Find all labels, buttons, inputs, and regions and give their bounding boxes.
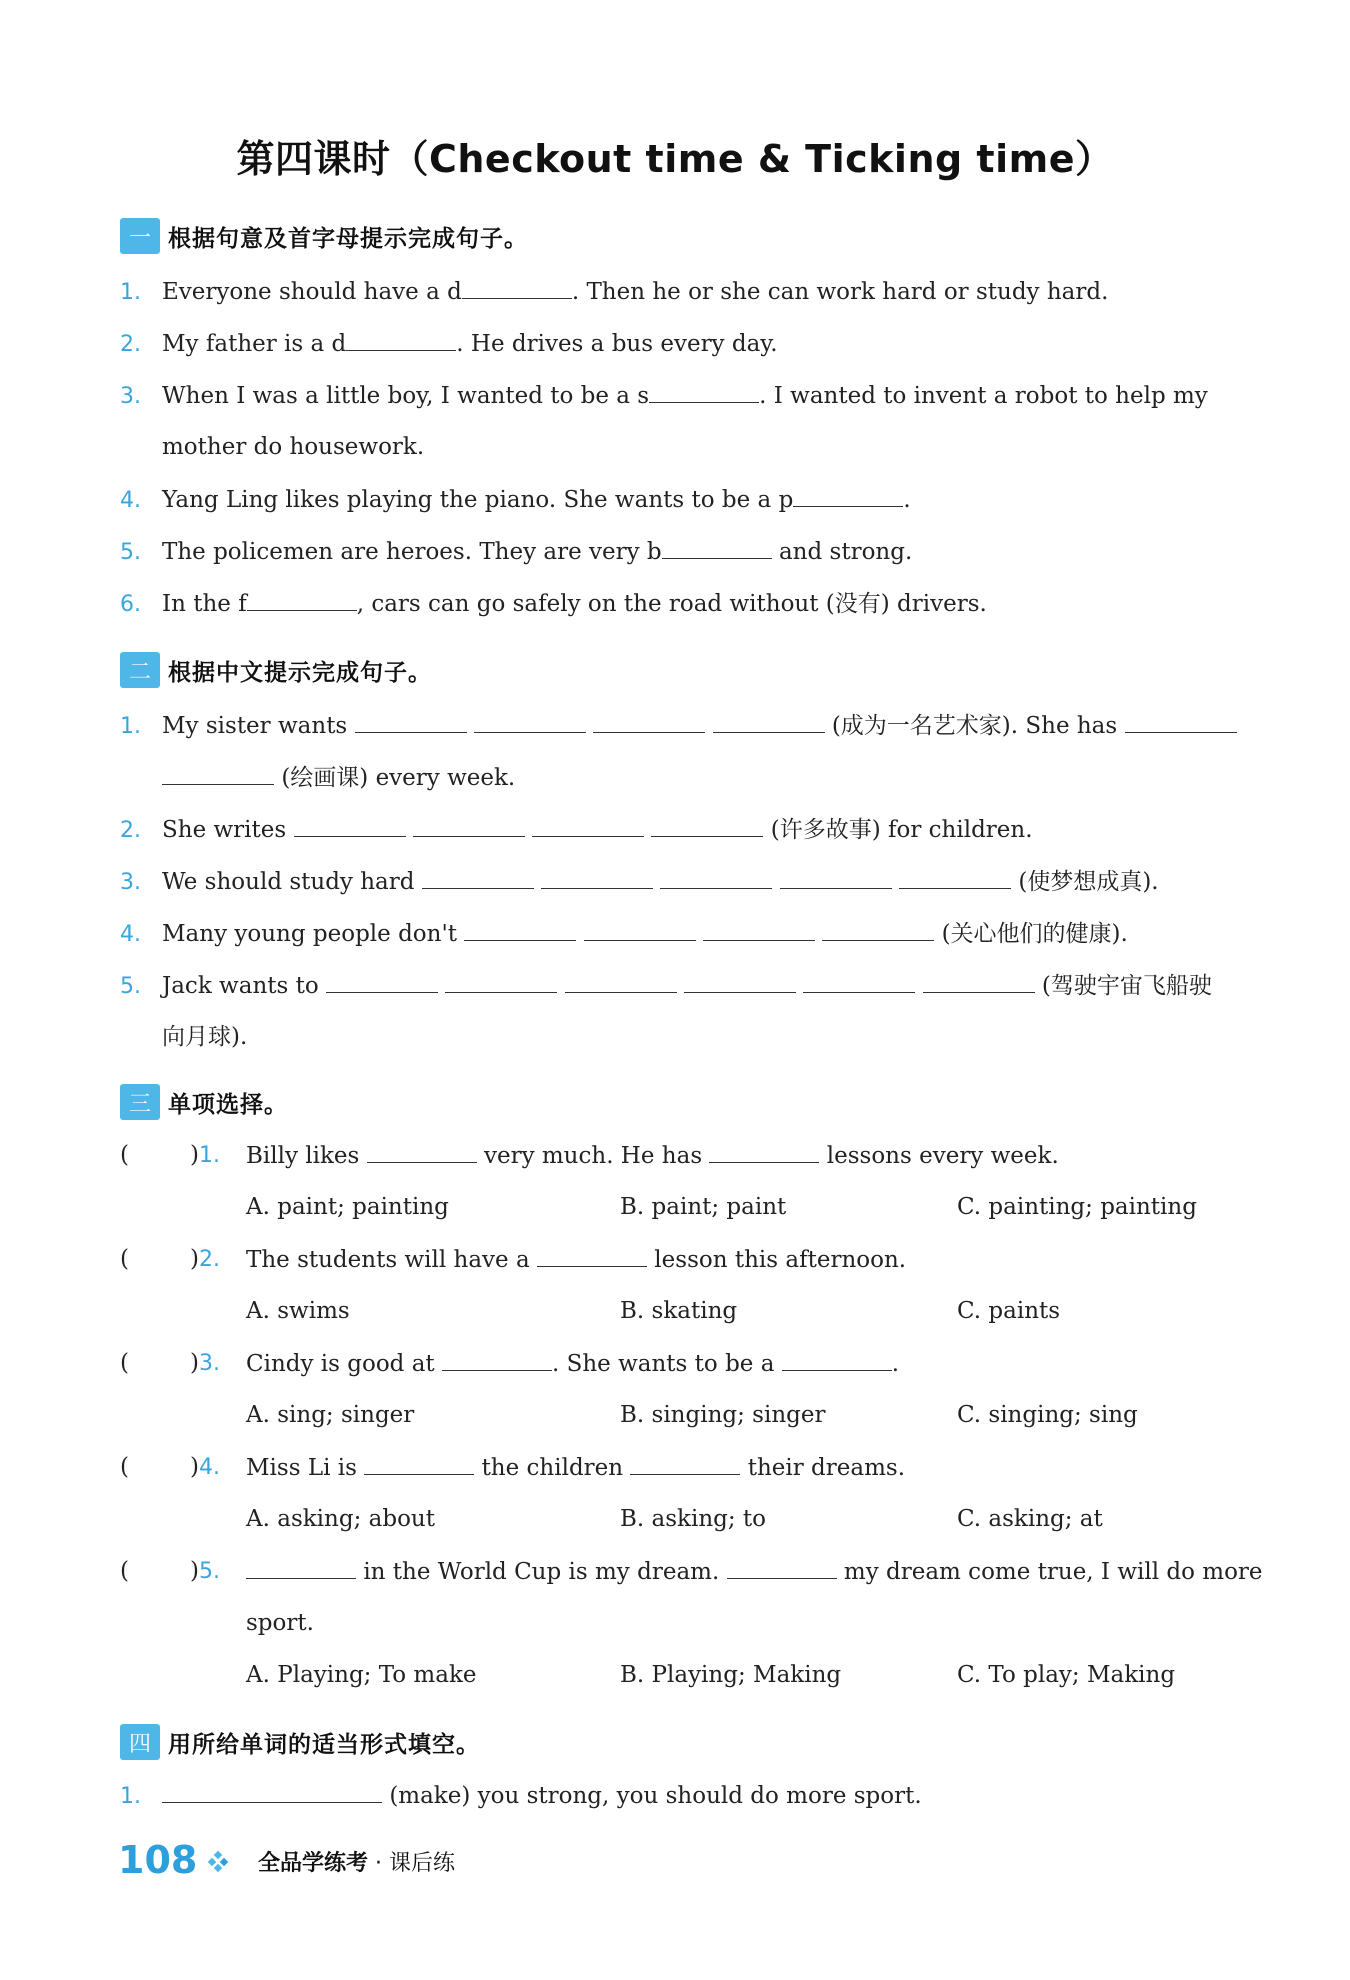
answer-blank[interactable] (565, 970, 677, 993)
answer-paren-open[interactable]: ( (120, 1350, 129, 1376)
question-text: (make) you strong, you should do more sport. (389, 1783, 922, 1809)
answer-blank[interactable] (294, 814, 406, 837)
question-text: Everyone should have a d (162, 279, 462, 305)
question-text: My father is a d (162, 331, 347, 357)
question-number: 3. (120, 870, 141, 895)
answer-blank[interactable] (464, 918, 576, 941)
question-text: and strong. (778, 539, 913, 565)
answer-blank[interactable] (630, 1452, 740, 1475)
question-number: 1. (120, 1784, 141, 1809)
answer-blank[interactable] (326, 970, 438, 993)
answer-blank[interactable] (537, 1244, 647, 1267)
question-text: . (903, 487, 911, 513)
answer-paren-close: ) (190, 1350, 199, 1376)
question-text: their dreams. (747, 1455, 906, 1481)
mc-question-2 (246, 1244, 906, 1275)
question-text: . Then he or she can work hard or study hard. (571, 279, 1109, 305)
s1-question-2 (120, 328, 1260, 360)
option-b[interactable]: B. Playing; Making (620, 1662, 842, 1688)
question-number: 3. (120, 384, 141, 409)
s2-question-5-cont: 向月球). (162, 1024, 248, 1050)
answer-blank[interactable] (364, 1452, 474, 1475)
section-title: 用所给单词的适当形式填空。 (168, 1731, 480, 1758)
brand-name: 全品学练考 (258, 1851, 369, 1876)
section-3-header (120, 1082, 288, 1122)
option-a[interactable]: A. swims (246, 1298, 350, 1324)
question-number: 2. (120, 332, 141, 357)
question-number: 1. (120, 280, 141, 305)
brand-subtitle: 课后练 (389, 1851, 456, 1876)
answer-blank[interactable] (662, 536, 772, 559)
question-text: She writes (162, 817, 287, 843)
page-number: 108 (118, 1838, 198, 1882)
diamond-icon (208, 1851, 230, 1873)
answer-blank[interactable] (923, 970, 1035, 993)
mc-question-3 (246, 1348, 899, 1379)
mc-question-4 (246, 1452, 905, 1483)
question-number: 2. (198, 1247, 220, 1272)
question-text: very much. He has (483, 1143, 703, 1169)
question-number: 1. (198, 1143, 220, 1168)
section-title: 根据中文提示完成句子。 (168, 659, 432, 686)
answer-blank[interactable] (422, 866, 534, 889)
question-text: in the World Cup is my dream. (363, 1559, 720, 1585)
question-number: 3. (198, 1351, 220, 1376)
answer-blank[interactable] (649, 380, 759, 403)
option-a[interactable]: A. sing; singer (246, 1402, 415, 1428)
s1-question-4 (120, 484, 1260, 516)
option-c[interactable]: C. singing; sing (957, 1402, 1138, 1428)
question-text: . She wants to be a (551, 1351, 775, 1377)
question-number: 4. (120, 488, 141, 513)
section-2-header (120, 650, 432, 690)
answer-blank[interactable] (162, 762, 274, 785)
option-b[interactable]: B. asking; to (620, 1506, 767, 1532)
answer-blank[interactable] (793, 484, 903, 507)
s2-question-1 (120, 710, 1260, 742)
mc-number (190, 1244, 220, 1275)
answer-blank[interactable] (246, 1556, 356, 1579)
question-number: 4. (120, 922, 141, 947)
mc-number (190, 1556, 220, 1587)
answer-blank[interactable] (442, 1348, 552, 1371)
mc-question-1 (246, 1140, 1059, 1171)
answer-blank[interactable] (584, 918, 696, 941)
question-number: 2. (120, 818, 141, 843)
question-text: (驾驶宇宙飞船驶 (1041, 973, 1212, 999)
question-text: The policemen are heroes. They are very b (162, 539, 662, 565)
question-number: 6. (120, 592, 141, 617)
answer-blank[interactable] (782, 1348, 892, 1371)
option-b[interactable]: B. paint; paint (620, 1194, 787, 1220)
answer-paren-open[interactable]: ( (120, 1246, 129, 1272)
answer-blank[interactable] (474, 710, 586, 733)
question-text: In the f (162, 591, 247, 617)
answer-blank[interactable] (899, 866, 1011, 889)
question-text: . I wanted to invent a robot to help my (759, 383, 1208, 409)
option-c[interactable]: C. painting; painting (957, 1194, 1197, 1220)
question-number: 1. (120, 714, 141, 739)
question-text: Cindy is good at (246, 1351, 435, 1377)
mc-number (190, 1452, 220, 1483)
question-number: 5. (120, 540, 141, 565)
answer-paren-close: ) (190, 1558, 199, 1584)
question-text: My sister wants (162, 713, 348, 739)
question-number: 5. (198, 1559, 220, 1584)
answer-blank[interactable] (1125, 710, 1237, 733)
answer-blank[interactable] (413, 814, 525, 837)
answer-blank[interactable] (355, 710, 467, 733)
section-1-header (120, 216, 528, 256)
question-text: . (891, 1351, 900, 1377)
question-text: the children (481, 1455, 624, 1481)
answer-blank[interactable] (822, 918, 934, 941)
section-title: 根据句意及首字母提示完成句子。 (168, 225, 528, 252)
question-text: Billy likes (246, 1143, 360, 1169)
answer-blank[interactable] (532, 814, 644, 837)
option-c[interactable]: C. To play; Making (957, 1662, 1176, 1688)
page-title: 第四课时（Checkout time & Ticking time） (236, 137, 1114, 181)
answer-blank[interactable] (445, 970, 557, 993)
question-text: , cars can go safely on the road without (没有) drivers. (356, 591, 987, 617)
s1-question-1 (120, 276, 1260, 308)
answer-blank[interactable] (713, 710, 825, 733)
question-text: Jack wants to (162, 973, 319, 999)
answer-blank[interactable] (780, 866, 892, 889)
s4-question-1 (120, 1780, 1260, 1812)
mc-number (190, 1140, 220, 1171)
brand-separator: · (375, 1851, 383, 1876)
question-number: 5. (120, 974, 141, 999)
answer-blank[interactable] (346, 328, 456, 351)
answer-paren-open[interactable]: ( (120, 1142, 129, 1168)
option-b[interactable]: B. singing; singer (620, 1402, 826, 1428)
answer-blank[interactable] (684, 970, 796, 993)
section-badge: 四 (120, 1724, 160, 1760)
mc-question-5 (246, 1556, 1263, 1587)
answer-blank[interactable] (162, 1780, 382, 1803)
section-badge: 二 (120, 652, 160, 688)
question-text: (成为一名艺术家). She has (831, 713, 1118, 739)
question-text: lesson this afternoon. (654, 1247, 907, 1273)
s1-question-3 (120, 380, 1260, 412)
option-a[interactable]: A. asking; about (246, 1506, 435, 1532)
answer-blank[interactable] (593, 710, 705, 733)
s2-question-3 (120, 866, 1260, 898)
question-text: When I was a little boy, I wanted to be a s (162, 383, 650, 409)
footer-brand (258, 1846, 455, 1877)
answer-paren-close: ) (190, 1454, 199, 1480)
answer-blank[interactable] (651, 814, 763, 837)
answer-blank[interactable] (462, 276, 572, 299)
question-text: my dream come true, I will do more (843, 1559, 1263, 1585)
s2-question-4 (120, 918, 1260, 950)
s1-question-3-cont: mother do housework. (162, 434, 425, 460)
section-badge: 三 (120, 1084, 160, 1120)
answer-blank[interactable] (803, 970, 915, 993)
option-c[interactable]: C. asking; at (957, 1506, 1103, 1532)
answer-blank[interactable] (660, 866, 772, 889)
question-number: 4. (198, 1455, 220, 1480)
section-title: 单项选择。 (168, 1091, 288, 1118)
section-badge: 一 (120, 218, 160, 254)
option-c[interactable]: C. paints (957, 1298, 1061, 1324)
question-text: (许多故事) for children. (770, 817, 1033, 843)
answer-blank[interactable] (709, 1140, 819, 1163)
answer-blank[interactable] (247, 588, 357, 611)
answer-blank[interactable] (541, 866, 653, 889)
question-text: (关心他们的健康). (941, 921, 1128, 947)
answer-paren-open[interactable]: ( (120, 1454, 129, 1480)
s1-question-5 (120, 536, 1260, 568)
s2-question-5 (120, 970, 1260, 1002)
mc-question-5-cont: sport. (246, 1610, 314, 1636)
s2-question-2 (120, 814, 1260, 846)
question-text: (绘画课) every week. (281, 765, 516, 791)
question-text: lessons every week. (826, 1143, 1059, 1169)
answer-paren-open[interactable]: ( (120, 1558, 129, 1584)
s1-question-6 (120, 588, 1260, 620)
question-text: The students will have a (246, 1247, 530, 1273)
option-a[interactable]: A. Playing; To make (246, 1662, 477, 1688)
mc-number (190, 1348, 220, 1379)
answer-blank[interactable] (703, 918, 815, 941)
question-text: Miss Li is (246, 1455, 357, 1481)
answer-paren-close: ) (190, 1246, 199, 1272)
s2-question-1-cont (162, 762, 515, 793)
answer-blank[interactable] (727, 1556, 837, 1579)
option-a[interactable]: A. paint; painting (246, 1194, 449, 1220)
question-text: We should study hard (162, 869, 415, 895)
option-b[interactable]: B. skating (620, 1298, 738, 1324)
question-text: (使梦想成真). (1018, 869, 1159, 895)
answer-paren-close: ) (190, 1142, 199, 1168)
answer-blank[interactable] (367, 1140, 477, 1163)
section-4-header (120, 1722, 480, 1762)
question-text: Many young people don't (162, 921, 458, 947)
question-text: Yang Ling likes playing the piano. She wants to be a p (162, 487, 794, 513)
question-text: . He drives a bus every day. (456, 331, 778, 357)
